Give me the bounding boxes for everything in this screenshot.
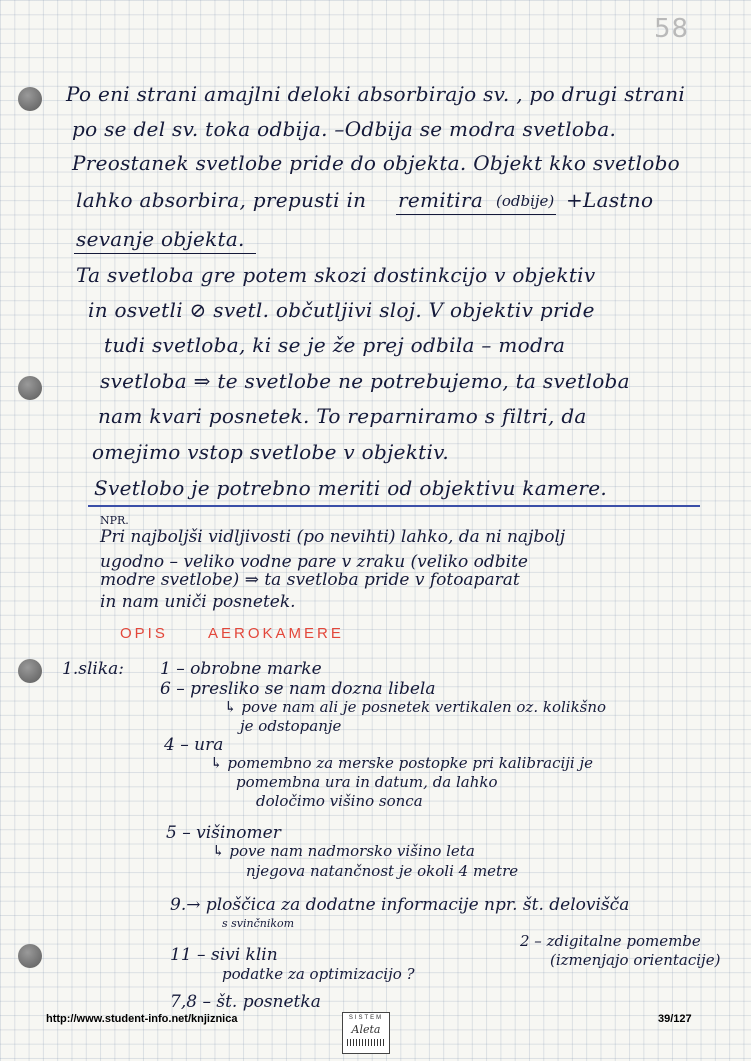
underline [396, 214, 494, 215]
footer-url: http://www.student-info.net/knjiznica [46, 1013, 238, 1025]
text-line: ugodno – veliko vodne pare v zraku (veliko odbite [100, 552, 528, 572]
punch-hole [18, 87, 42, 111]
list-subitem: podatke za optimizacijo ? [222, 965, 415, 983]
list-label: 1.slika: [62, 659, 124, 679]
list-item: 7,8 – št. posnetka [170, 992, 321, 1012]
text-line: svetloba ⇒ te svetlobe ne potrebujemo, ta svetloba [100, 369, 630, 393]
list-subitem: je odstopanje [240, 717, 342, 735]
text-line-underlined: Svetlobo je potrebno meriti od objektivu kamere. [94, 476, 607, 500]
list-subitem: s svinčnikom [222, 917, 295, 930]
list-subitem: ↳ pomembno za merske postopke pri kalibraciji je [210, 754, 594, 772]
text-line: nam kvari posnetek. To reparniramo s filtri, da [98, 404, 587, 428]
text-line: in osvetli ⊘ svetl. občutljivi sloj. V objektiv pride [88, 298, 595, 322]
underline [74, 253, 256, 254]
text-line: tudi svetloba, ki se je že prej odbila – modra [104, 333, 566, 357]
logo-top-text: SISTEM [348, 1015, 384, 1021]
page-number: 58 [654, 14, 690, 44]
footer-page-count: 39/127 [658, 1013, 692, 1025]
text-line: +Lastno [566, 188, 654, 212]
punch-hole [18, 659, 42, 683]
text-note: (odbije) [496, 192, 555, 210]
list-subitem: določimo višino sonca [256, 792, 423, 810]
section-heading-aerokamere: AEROKAMERE [208, 625, 344, 642]
list-subitem: ↳ pove nam nadmorsko višino leta [212, 842, 475, 860]
side-note: (izmenjajo orientacije) [550, 951, 721, 969]
section-heading-opis: OPIS [120, 625, 168, 642]
text-line: Preostanek svetlobe pride do objekta. Objekt kko svetlobo [72, 151, 681, 175]
text-line: Pri najboljši vidljivosti (po nevihti) lahko, da ni najbolj [100, 527, 566, 547]
list-subitem: ↳ pove nam ali je posnetek vertikalen oz. kolikšno [224, 698, 607, 716]
text-line: omejimo vstop svetlobe v objektiv. [92, 440, 450, 464]
text-line: po se del sv. toka odbija. –Odbija se modra svetloba. [72, 117, 617, 141]
list-item: 1 – obrobne marke [160, 659, 322, 679]
paper-brand-logo [342, 1012, 390, 1054]
list-item: 4 – ura [164, 735, 224, 755]
list-subitem: njegova natančnost je okoli 4 metre [246, 862, 519, 880]
list-item: 6 – presliko se nam dozna libela [160, 679, 436, 699]
underline [494, 214, 556, 215]
text-line-underlined: sevanje objekta. [76, 227, 245, 251]
punch-hole [18, 376, 42, 400]
text-line: Po eni strani amajlni deloki absorbirajo sv. , po drugi strani [66, 82, 686, 106]
list-item: 5 – višinomer [166, 823, 281, 843]
text-line: lahko absorbira, prepusti in [76, 188, 367, 212]
logo-barcode [347, 1039, 385, 1046]
text-line: in nam uniči posnetek. [100, 592, 296, 612]
blue-underline [88, 505, 700, 507]
list-item: 11 – sivi klin [170, 945, 278, 965]
text-line-underlined: remitira [398, 188, 484, 212]
list-item: 9.→ ploščica za dodatne informacije npr. št. delovišča [170, 895, 630, 915]
text-line: Ta svetloba gre potem skozi dostinkcijo v objektiv [76, 263, 596, 287]
punch-hole [18, 944, 42, 968]
side-note: 2 – zdigitalne pomembe [520, 932, 701, 950]
list-subitem: pomembna ura in datum, da lahko [236, 773, 498, 791]
text-note: NPR. [100, 514, 129, 527]
text-line: modre svetlobe) ⇒ ta svetloba pride v fotoaparat [100, 570, 520, 590]
logo-name: Aleta [351, 1023, 381, 1036]
